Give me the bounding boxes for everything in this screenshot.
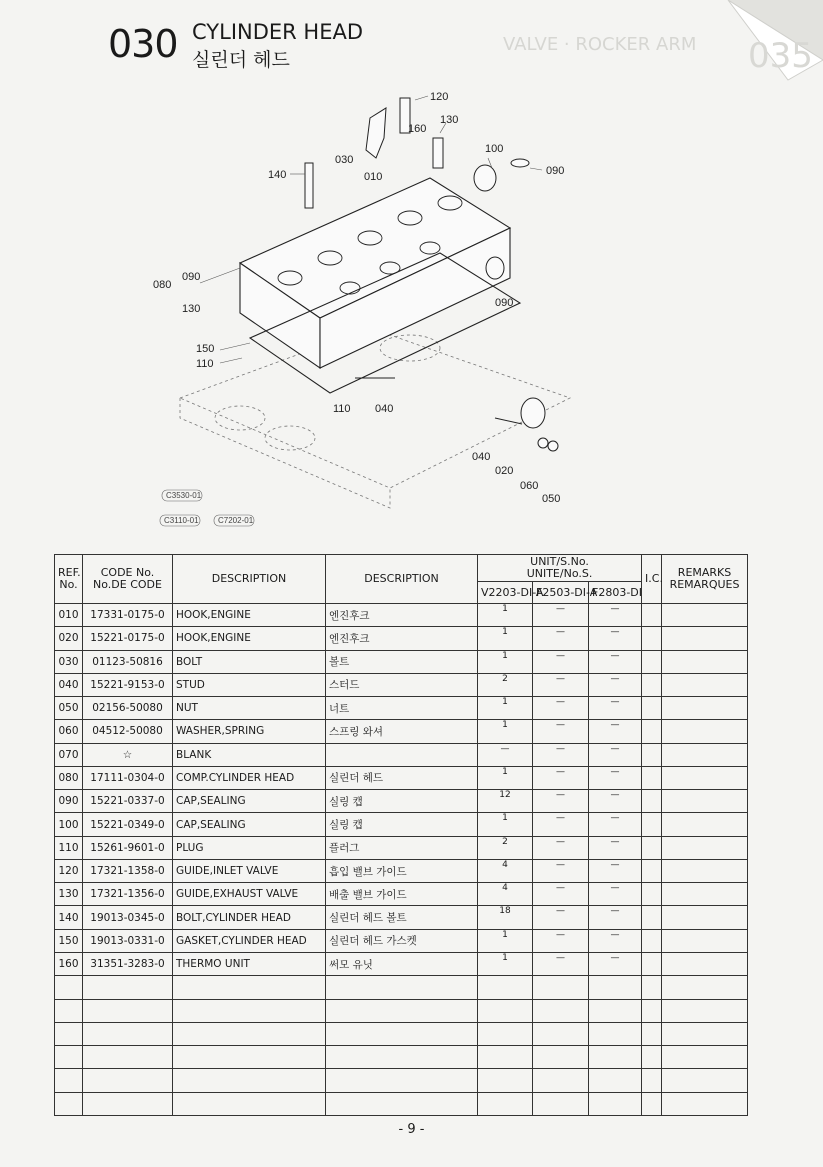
cell-empty — [662, 1092, 748, 1115]
table-row-empty — [55, 1092, 748, 1115]
cell-code: 15221-0337-0 — [83, 790, 173, 813]
cell-qty: 1 — [478, 813, 533, 836]
cell-ref: 140 — [55, 906, 83, 929]
callout-010: 010 — [364, 171, 383, 183]
table-row-empty — [55, 976, 748, 999]
cell-empty — [326, 1092, 478, 1115]
cell-ref: 040 — [55, 673, 83, 696]
cell-empty — [478, 1022, 533, 1045]
cell-ic — [642, 673, 662, 696]
cell-qty: — — [533, 743, 589, 766]
cell-remarks — [662, 813, 748, 836]
cell-empty — [83, 1046, 173, 1069]
table-row — [55, 650, 748, 673]
cell-desc: BLANK — [173, 743, 326, 766]
callout-030: 030 — [335, 154, 354, 166]
callout-100: 100 — [485, 143, 504, 155]
cell-qty: — — [533, 859, 589, 882]
cell-desc: CAP,SEALING — [173, 813, 326, 836]
cell-remarks — [662, 604, 748, 627]
cell-qty: — — [533, 836, 589, 859]
cell-empty — [533, 976, 589, 999]
cell-desc-ko: 너트 — [326, 697, 478, 720]
cell-empty — [83, 1092, 173, 1115]
cell-desc-ko: 엔진후크 — [326, 627, 478, 650]
cell-qty: 18 — [478, 906, 533, 929]
cell-remarks — [662, 929, 748, 952]
header-description-en: DESCRIPTION — [173, 555, 326, 604]
cell-ref: 080 — [55, 766, 83, 789]
header-unit: UNIT/S.No. UNITE/No.S. — [478, 555, 642, 582]
cell-ref: 160 — [55, 952, 83, 975]
cell-remarks — [662, 650, 748, 673]
cell-empty — [662, 976, 748, 999]
cell-qty: 4 — [478, 883, 533, 906]
table-row — [55, 813, 748, 836]
table-row — [55, 836, 748, 859]
cell-qty: — — [589, 627, 642, 650]
cell-desc: PLUG — [173, 836, 326, 859]
cell-empty — [642, 976, 662, 999]
table-row — [55, 604, 748, 627]
cell-desc: BOLT,CYLINDER HEAD — [173, 906, 326, 929]
cell-ref: 090 — [55, 790, 83, 813]
cell-qty: — — [533, 720, 589, 743]
cell-empty — [533, 999, 589, 1022]
cell-desc: BOLT — [173, 650, 326, 673]
table-row — [55, 673, 748, 696]
cell-empty — [173, 1069, 326, 1092]
table-row — [55, 697, 748, 720]
cell-desc-ko: 실링 캡 — [326, 790, 478, 813]
table-row — [55, 883, 748, 906]
cell-ref: 120 — [55, 859, 83, 882]
table-row — [55, 952, 748, 975]
cell-desc: NUT — [173, 697, 326, 720]
header-ic: I.C. — [642, 555, 662, 604]
cell-ic — [642, 650, 662, 673]
bleed-through-number: 035 — [748, 36, 813, 76]
table-row — [55, 859, 748, 882]
cell-qty: — — [533, 673, 589, 696]
cell-desc-ko: 엔진후크 — [326, 604, 478, 627]
header-description-ko: DESCRIPTION — [326, 555, 478, 604]
cell-desc-ko: 배출 밸브 가이드 — [326, 883, 478, 906]
cell-qty: — — [589, 766, 642, 789]
cell-empty — [83, 999, 173, 1022]
callout-140: 140 — [268, 169, 287, 181]
cell-desc-ko: 스프링 와셔 — [326, 720, 478, 743]
cell-empty — [589, 1069, 642, 1092]
callout-090-group: 090 — [182, 271, 201, 283]
header-model-v2203: V2203-DI-A — [478, 582, 533, 604]
callout-130-group: 130 — [182, 303, 201, 315]
table-row — [55, 766, 748, 789]
cell-qty: 1 — [478, 650, 533, 673]
cell-desc: THERMO UNIT — [173, 952, 326, 975]
cell-empty — [55, 1092, 83, 1115]
cell-qty: 1 — [478, 929, 533, 952]
cell-desc-ko: 스터드 — [326, 673, 478, 696]
cell-remarks — [662, 906, 748, 929]
cell-qty: — — [589, 952, 642, 975]
cell-desc-ko — [326, 743, 478, 766]
cell-empty — [533, 1069, 589, 1092]
cell-empty — [83, 1022, 173, 1045]
cell-empty — [55, 976, 83, 999]
cell-desc-ko: 실링 캡 — [326, 813, 478, 836]
cell-empty — [589, 999, 642, 1022]
cell-empty — [662, 1022, 748, 1045]
cell-empty — [173, 976, 326, 999]
callout-050: 050 — [542, 493, 561, 505]
cell-desc-ko: 플러그 — [326, 836, 478, 859]
cell-ref: 130 — [55, 883, 83, 906]
cell-ic — [642, 883, 662, 906]
cell-code: 19013-0345-0 — [83, 906, 173, 929]
cell-desc: HOOK,ENGINE — [173, 604, 326, 627]
cell-empty — [589, 976, 642, 999]
cell-qty: 1 — [478, 720, 533, 743]
cell-remarks — [662, 720, 748, 743]
cell-qty: — — [589, 604, 642, 627]
cell-ic — [642, 627, 662, 650]
cell-empty — [642, 999, 662, 1022]
cell-remarks — [662, 627, 748, 650]
cell-ref: 070 — [55, 743, 83, 766]
cell-qty: 2 — [478, 836, 533, 859]
header-remarks: REMARKS REMARQUES — [662, 555, 748, 604]
cell-qty: — — [533, 813, 589, 836]
cell-ref: 150 — [55, 929, 83, 952]
cell-qty: 1 — [478, 627, 533, 650]
header-ref: REF. No. — [55, 555, 83, 604]
cell-qty: — — [533, 604, 589, 627]
cell-qty: — — [589, 929, 642, 952]
cell-ic — [642, 743, 662, 766]
cell-remarks — [662, 883, 748, 906]
cell-ic — [642, 813, 662, 836]
cell-qty: — — [533, 790, 589, 813]
cell-code: 02156-50080 — [83, 697, 173, 720]
table-row — [55, 720, 748, 743]
table-row-empty — [55, 1022, 748, 1045]
cell-ref: 020 — [55, 627, 83, 650]
table-row — [55, 906, 748, 929]
cell-desc: WASHER,SPRING — [173, 720, 326, 743]
cell-ref: 100 — [55, 813, 83, 836]
cell-remarks — [662, 836, 748, 859]
cell-ic — [642, 836, 662, 859]
cell-qty: — — [589, 813, 642, 836]
cell-desc: GASKET,CYLINDER HEAD — [173, 929, 326, 952]
cell-qty: — — [589, 836, 642, 859]
cell-remarks — [662, 673, 748, 696]
cell-qty: — — [589, 906, 642, 929]
callout-110: 110 — [196, 358, 214, 370]
cell-code: ☆ — [83, 743, 173, 766]
page-number: - 9 - — [398, 1122, 425, 1137]
cell-empty — [589, 1046, 642, 1069]
cell-empty — [478, 976, 533, 999]
section-title-en: CYLINDER HEAD — [192, 20, 364, 44]
table-row-empty — [55, 999, 748, 1022]
cell-empty — [642, 1069, 662, 1092]
cell-ic — [642, 720, 662, 743]
cell-qty: — — [589, 650, 642, 673]
cell-empty — [55, 1046, 83, 1069]
cell-remarks — [662, 766, 748, 789]
cell-ic — [642, 906, 662, 929]
cell-empty — [478, 1092, 533, 1115]
cell-empty — [533, 1092, 589, 1115]
cell-remarks — [662, 790, 748, 813]
cell-empty — [55, 999, 83, 1022]
cell-qty: 1 — [478, 697, 533, 720]
cell-empty — [533, 1046, 589, 1069]
cell-ref: 060 — [55, 720, 83, 743]
cell-empty — [173, 1092, 326, 1115]
cell-code: 19013-0331-0 — [83, 929, 173, 952]
cell-empty — [642, 1022, 662, 1045]
cell-qty: — — [478, 743, 533, 766]
cell-empty — [662, 999, 748, 1022]
cell-code: 17321-1356-0 — [83, 883, 173, 906]
cell-ic — [642, 952, 662, 975]
exploded-parts-diagram — [150, 88, 620, 538]
cell-empty — [173, 1022, 326, 1045]
cell-remarks — [662, 859, 748, 882]
cell-qty: 4 — [478, 859, 533, 882]
cell-qty: 2 — [478, 673, 533, 696]
cell-qty: — — [533, 952, 589, 975]
cell-empty — [642, 1092, 662, 1115]
cell-remarks — [662, 697, 748, 720]
cell-empty — [589, 1022, 642, 1045]
cell-empty — [55, 1069, 83, 1092]
cell-remarks — [662, 743, 748, 766]
cell-empty — [533, 1022, 589, 1045]
cell-ic — [642, 790, 662, 813]
cell-qty: 12 — [478, 790, 533, 813]
header-model-f2503: F2503-DI-A — [533, 582, 589, 604]
cell-qty: — — [589, 720, 642, 743]
cell-empty — [478, 999, 533, 1022]
cell-qty: — — [589, 743, 642, 766]
cell-qty: — — [533, 766, 589, 789]
section-title-ko: 실린더 헤드 — [192, 49, 290, 71]
table-row-empty — [55, 1046, 748, 1069]
cell-qty: — — [533, 697, 589, 720]
cell-ic — [642, 766, 662, 789]
bleed-through-text: VALVE · ROCKER ARM — [503, 34, 697, 55]
parts-table — [54, 554, 748, 1116]
cell-empty — [662, 1069, 748, 1092]
table-row — [55, 790, 748, 813]
cell-qty: — — [533, 627, 589, 650]
cell-qty: 1 — [478, 766, 533, 789]
cell-empty — [662, 1046, 748, 1069]
callout-160: 160 — [408, 123, 427, 135]
cell-code: 15221-9153-0 — [83, 673, 173, 696]
callout-120: 120 — [430, 91, 449, 103]
cell-qty: 1 — [478, 604, 533, 627]
cell-qty: — — [533, 883, 589, 906]
cell-empty — [83, 1069, 173, 1092]
cell-empty — [642, 1046, 662, 1069]
callout-040-stud: 040 — [472, 451, 491, 463]
cell-desc: GUIDE,EXHAUST VALVE — [173, 883, 326, 906]
cell-ic — [642, 929, 662, 952]
cell-qty: — — [589, 883, 642, 906]
table-row — [55, 743, 748, 766]
cell-qty: — — [533, 929, 589, 952]
callout-090-side: 090 — [495, 297, 514, 309]
engine-block-ghost — [180, 328, 570, 508]
cell-qty: — — [533, 906, 589, 929]
cell-code: 17331-0175-0 — [83, 604, 173, 627]
cell-empty — [173, 1046, 326, 1069]
cell-qty: — — [589, 673, 642, 696]
callout-080: 080 — [153, 279, 172, 291]
section-number: 030 — [108, 22, 178, 66]
cell-qty: — — [589, 697, 642, 720]
cell-empty — [326, 976, 478, 999]
cell-code: 17321-1358-0 — [83, 859, 173, 882]
cell-empty — [589, 1092, 642, 1115]
cell-qty: 1 — [478, 952, 533, 975]
cell-ref: 010 — [55, 604, 83, 627]
cell-ic — [642, 697, 662, 720]
callout-150: 150 — [196, 343, 215, 355]
cell-desc: COMP.CYLINDER HEAD — [173, 766, 326, 789]
cell-code: 17111-0304-0 — [83, 766, 173, 789]
cell-desc: HOOK,ENGINE — [173, 627, 326, 650]
cell-ic — [642, 604, 662, 627]
cell-empty — [478, 1069, 533, 1092]
callout-110-lower: 110 — [333, 403, 351, 415]
cell-qty: — — [589, 859, 642, 882]
cell-code: 31351-3283-0 — [83, 952, 173, 975]
cell-desc: CAP,SEALING — [173, 790, 326, 813]
cell-empty — [326, 1046, 478, 1069]
header-model-f2803: F2803-DI — [589, 582, 642, 604]
reference-tag-1: C3530-01 — [166, 491, 202, 500]
cell-ic — [642, 859, 662, 882]
cell-code: 15221-0175-0 — [83, 627, 173, 650]
cell-ref: 110 — [55, 836, 83, 859]
callout-040: 040 — [375, 403, 394, 415]
cell-desc-ko: 볼트 — [326, 650, 478, 673]
table-row-empty — [55, 1069, 748, 1092]
cell-desc: GUIDE,INLET VALVE — [173, 859, 326, 882]
cell-empty — [326, 1069, 478, 1092]
header-code: CODE No. No.DE CODE — [83, 555, 173, 604]
callout-130: 130 — [440, 114, 459, 126]
cell-code: 04512-50080 — [83, 720, 173, 743]
cell-qty: — — [589, 790, 642, 813]
table-row — [55, 929, 748, 952]
cell-empty — [326, 999, 478, 1022]
parts-table-body — [55, 604, 748, 1116]
cell-desc-ko: 흡입 밸브 가이드 — [326, 859, 478, 882]
cell-remarks — [662, 952, 748, 975]
cell-desc-ko: 써모 유닛 — [326, 952, 478, 975]
cell-desc-ko: 실린더 헤드 가스켓 — [326, 929, 478, 952]
cell-ref: 030 — [55, 650, 83, 673]
reference-tag-2: C3110-01 — [164, 516, 199, 525]
cell-code: 01123-50816 — [83, 650, 173, 673]
cell-ref: 050 — [55, 697, 83, 720]
callout-020: 020 — [495, 465, 514, 477]
cell-desc-ko: 실린더 헤드 — [326, 766, 478, 789]
callout-060: 060 — [520, 480, 539, 492]
cell-empty — [173, 999, 326, 1022]
reference-tag-3: C7202-01 — [218, 516, 254, 525]
cell-code: 15221-0349-0 — [83, 813, 173, 836]
table-row — [55, 627, 748, 650]
cell-empty — [83, 976, 173, 999]
cell-empty — [478, 1046, 533, 1069]
callout-090: 090 — [546, 165, 565, 177]
cell-qty: — — [533, 650, 589, 673]
cell-desc-ko: 실린더 헤드 볼트 — [326, 906, 478, 929]
cell-empty — [326, 1022, 478, 1045]
cell-code: 15261-9601-0 — [83, 836, 173, 859]
cell-desc: STUD — [173, 673, 326, 696]
cell-empty — [55, 1022, 83, 1045]
